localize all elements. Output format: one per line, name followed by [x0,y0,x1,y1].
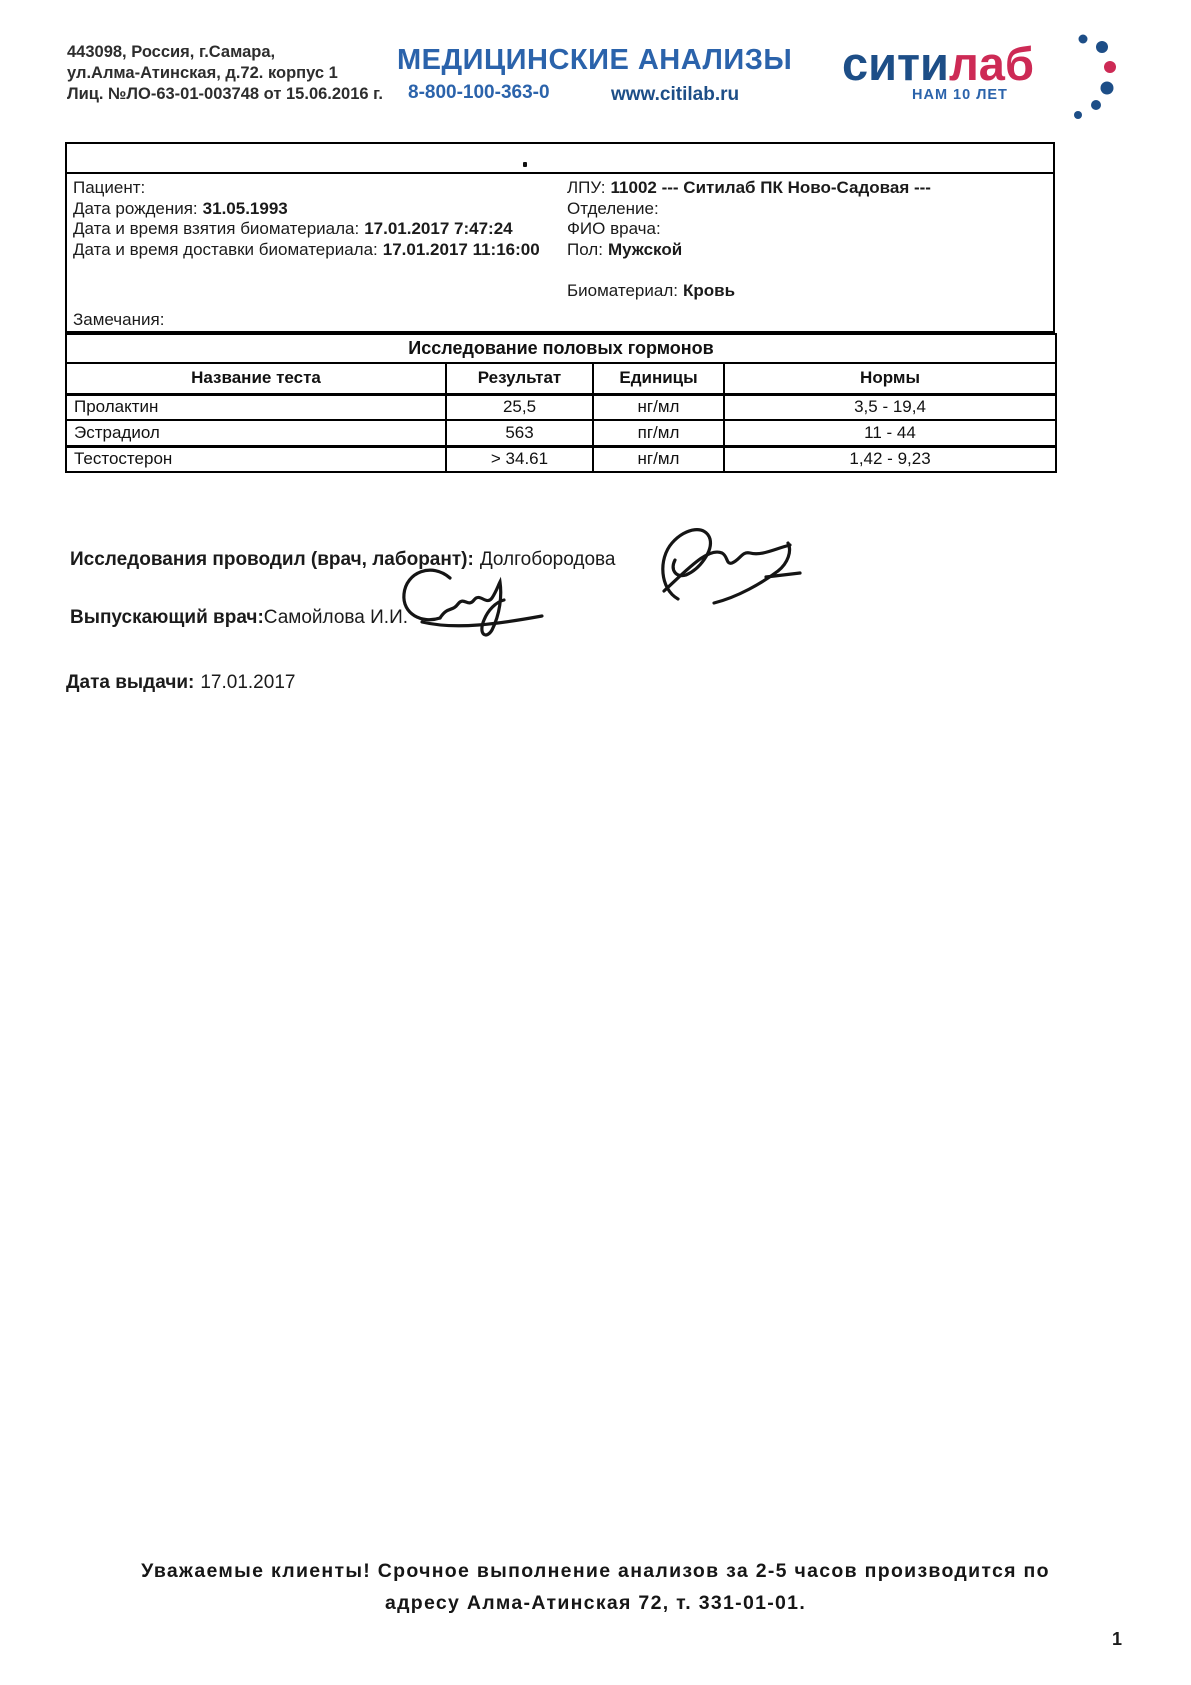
test-name-cell: Эстрадиол [66,420,446,446]
table-header-row [66,363,1056,394]
sample-delivered-line: Дата и время доставки биоматериала: 17.01.2017 11:16:00 [73,239,540,259]
notice-line: адресу Алма-Атинская 72, т. 331-01-01. [384,1591,807,1614]
citilab-logo [842,37,1034,90]
hotline-phone: 8-800-100-363-0 [408,82,550,103]
birthdate-line: Дата рождения: 31.05.1993 [73,198,288,218]
notice-line: Уважаемые клиенты! Срочное выполнение анализов за 2-5 часов производится по [141,1560,1050,1582]
sex-line: Пол: Мужской [567,239,683,259]
test-name-cell: Пролактин [66,394,446,420]
result-cell: > 34.61 [446,446,593,472]
units-cell: нг/мл [593,446,724,472]
column-header-norms: Нормы [724,363,1056,394]
remarks-label: Замечания: [73,310,165,329]
performer-signature-icon [650,513,808,615]
hormone-results-table [65,333,1057,473]
anniversary-label: НАМ 10 ЛЕТ [912,87,1008,103]
address-line: 443098, Россия, г.Самара, [67,43,276,61]
norms-cell: 1,42 - 9,23 [724,446,1056,472]
medical-analyses-tagline: МЕДИЦИНСКИЕ АНАЛИЗЫ [397,44,793,76]
license-line: Лиц. №ЛО-63-01-003748 от 15.06.2016 г. [67,85,383,103]
stray-scan-mark [523,162,527,167]
result-cell: 25,5 [446,394,593,420]
column-header-test: Название теста [66,363,446,394]
doctor-signature-icon [394,556,552,648]
units-cell: нг/мл [593,394,724,420]
info-box-divider [67,172,1053,174]
table-row [66,420,1056,446]
sample-taken-line: Дата и время взятия биоматериала: 17.01.2017 7:47:24 [73,219,513,238]
biomaterial-line: Биоматериал: Кровь [567,281,736,300]
units-cell: пг/мл [593,420,724,446]
logo-part-lab: лаб [948,37,1034,90]
table-title: Исследование половых гормонов [66,334,1056,363]
norms-cell: 3,5 - 19,4 [724,394,1056,420]
doctor-name-line: ФИО врача: [567,219,661,238]
patient-line: Пациент: [73,178,146,197]
result-cell: 563 [446,420,593,446]
performed-by-name: Долгобородова [479,549,616,570]
urgent-service-notice [0,1556,1191,1619]
logo-part-citi: сити [842,37,949,90]
issue-date-line: Дата выдачи: 17.01.2017 [66,672,296,693]
address-line: ул.Алма-Атинская, д.72. корпус 1 [67,64,338,82]
patient-info-left [73,178,540,260]
table-title-row [66,334,1056,363]
issuing-doctor-line: Выпускающий врач:Самойлова И.И. [70,607,409,628]
column-header-result: Результат [446,363,593,394]
department-line: Отделение: [567,198,659,218]
website-link: www.citilab.ru [611,84,740,105]
test-name-cell: Тестостерон [66,446,446,472]
page-number: 1 [1112,1629,1123,1649]
patient-info-box [65,142,1055,333]
lpu-line: ЛПУ: 11002 --- Ситилаб ПК Ново-Садовая --- [567,178,931,197]
issue-date-value: 17.01.2017 [200,672,296,693]
table-row [66,394,1056,420]
logo-dots-icon [1058,26,1130,128]
norms-cell: 11 - 44 [724,420,1056,446]
patient-info-right [567,178,931,302]
table-row [66,446,1056,472]
issuing-doctor-name: Самойлова И.И. [263,607,409,628]
lab-address [67,42,383,105]
column-header-units: Единицы [593,363,724,394]
performed-by-line: Исследования проводил (врач, лаборант): Долгобородова [70,549,616,570]
